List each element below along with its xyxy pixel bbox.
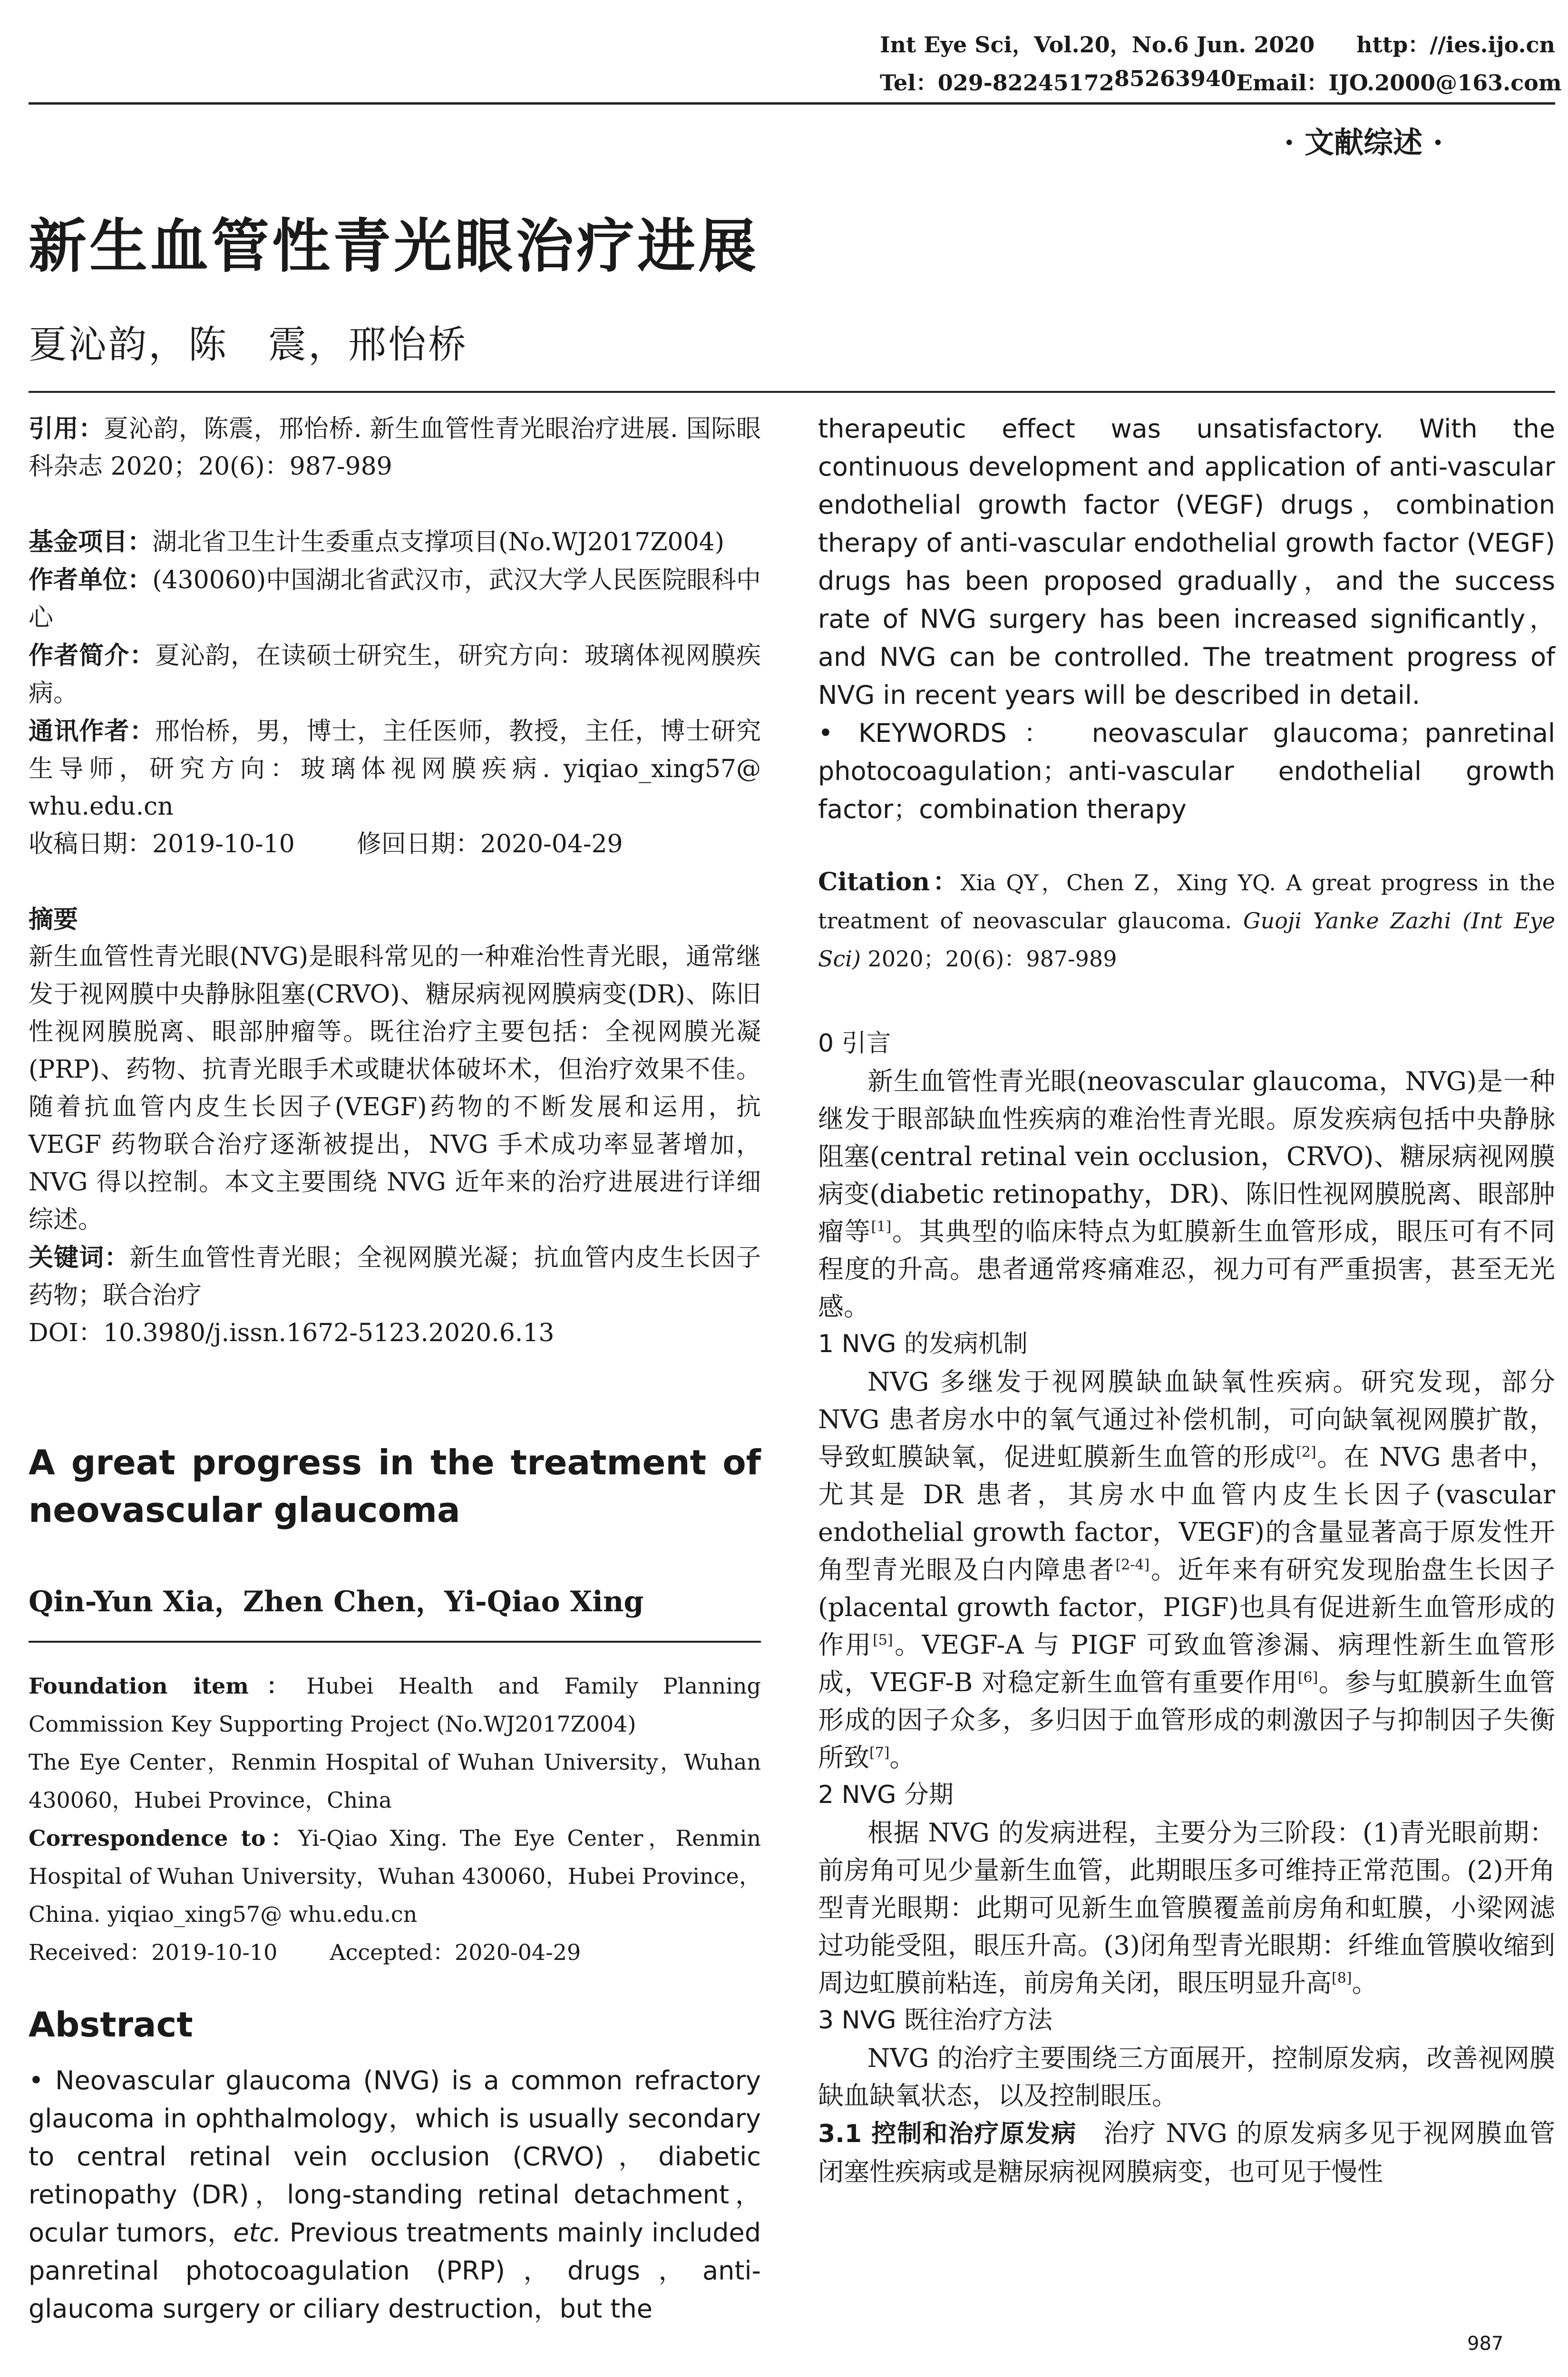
abstract-cn: 新生血管性青光眼(NVG)是眼科常见的一种难治性青光眼，通常继发于视网膜中央静脉阻塞(CRVO)、糖尿病视网膜病变(DR)、陈旧性视网膜脱离、眼部肿瘤等。既往治疗主要包括：全视网膜光凝(PRP)、药物、抗青光眼手术或睫状体破坏术，但治疗效果不佳。随着抗血管内皮生长因子(VEGF)药物的不断发展和运用，抗 VEGF 药物联合治疗逐渐被提出，NVG 手术成功率显著增加，NVG 得以控制。本文主要围绕 NVG 近年来的治疗进展进行详细综述。: [29, 943, 761, 1234]
journal-url[interactable]: http：//ies.ijo.cn: [1356, 32, 1555, 58]
abstract-en-part1: • Neovascular glaucoma (NVG) is a common refractory glaucoma in ophthalmology，which is usually secondary to central retinal vein occlusion (CRVO)，diabetic retinopathy (DR)，long-standing retinal detachment，ocular tumors，etc. Previous treatments mainly included panretinal photocoagulation (PRP)，drugs，anti-glaucoma surgery or ciliary destruction，but the: [29, 2065, 761, 2324]
english-authors-divider: [29, 1641, 761, 1643]
ref-2[interactable]: [2]: [1296, 1444, 1316, 1461]
fund-cn: 基金项目：湖北省卫生计生委重点支撑项目(No.WJ2017Z004): [29, 527, 725, 556]
authors-divider: [29, 391, 1555, 393]
left-cn-block: [29, 410, 761, 1352]
paper-authors: 夏沁韵，陈 震，邢怡桥: [29, 322, 468, 367]
page-number: 987: [1467, 2333, 1504, 2355]
citation-cn: 引用：夏沁韵，陈震，邢怡桥. 新生血管性青光眼治疗进展. 国际眼科杂志 2020；20(6)：987-989: [29, 414, 761, 481]
abstract-head-en: Abstract: [29, 2005, 193, 2045]
heading-3-1: 3.1 控制和治疗原发病: [818, 2120, 1077, 2148]
affiliation-en: The Eye Center，Renmin Hospital of Wuhan University，Wuhan 430060，Hubei Province，China: [29, 1749, 761, 1813]
ref-7[interactable]: [7]: [869, 1744, 890, 1761]
bio-cn: 作者简介：夏沁韵，在读硕士研究生，研究方向：玻璃体视网膜疾病。: [29, 641, 761, 708]
doi[interactable]: DOI：10.3980/j.issn.1672-5123.2020.6.13: [29, 1319, 555, 1347]
heading-1: 1 NVG 的发病机制: [818, 1330, 1028, 1358]
paragraph-3-1: 3.1 控制和治疗原发病 治疗 NVG 的原发病多见于视网膜血管闭塞性疾病或是糖尿病视网膜病变，也可见于慢性: [818, 2118, 1555, 2187]
corr-en: Correspondence to：Yi-Qiao Xing. The Eye Center，Renmin Hospital of Wuhan University，Wuhan 430060，Hubei Province，China. yiqiao_xing57@ whu.edu.cn: [29, 1825, 761, 1927]
keywords-cn: 关键词：新生血管性青光眼；全视网膜光凝；抗血管内皮生长因子药物；联合治疗: [29, 1243, 761, 1310]
english-meta: [29, 1667, 761, 1971]
paragraph-3: NVG 的治疗主要围绕三方面展开，控制原发病，改善视网膜缺血缺氧状态，以及控制眼压。: [818, 2043, 1555, 2111]
ref-2-4[interactable]: [2-4]: [1115, 1557, 1150, 1573]
ref-8[interactable]: [8]: [1332, 1970, 1352, 1987]
unit-cn: 作者单位：(430060)中国湖北省武汉市，武汉大学人民医院眼科中心: [29, 565, 761, 632]
paper-title: 新生血管性青光眼治疗进展: [29, 212, 759, 280]
ref-6[interactable]: [6]: [1297, 1669, 1318, 1686]
ref-1[interactable]: [1]: [871, 1218, 892, 1235]
dates-en: Received：2019-10-10 Accepted：2020-04-29: [29, 1939, 581, 1965]
abstract-en-part2: therapeutic effect was unsatisfactory. With the continuous development and application of anti-vascular endothelial growth factor (VEGF) drugs，combination therapy of anti-vascular endothelial growth factor (VEGF) drugs has been proposed gradually，and the success rate of NVG surgery has been increased significantly，and NVG can be controlled. The treatment progress of NVG in recent years will be described in detail. • KEYWORDS： neovascular glaucoma；panretinal photocoagulation；anti-vascular endothelial growth factor；combination therapy: [818, 410, 1555, 828]
heading-0: 0 引言: [818, 1029, 891, 1058]
ref-5[interactable]: [5]: [873, 1632, 893, 1648]
keywords-en: • KEYWORDS： neovascular glaucoma；panretinal photocoagulation；anti-vascular endothelial growth factor；combination therapy: [818, 718, 1555, 824]
english-authors: Qin-Yun Xia，Zhen Chen，Yi-Qiao Xing: [29, 1585, 644, 1618]
paragraph-0: 新生血管性青光眼(neovascular glaucoma，NVG)是一种继发于眼部缺血性疾病的难治性青光眼。原发疾病包括中央静脉阻塞(central retinal vein occlusion，CRVO)、糖尿病视网膜病变(diabetic retinopathy，DR)、陈旧性视网膜脱离、眼部肿瘤等[1]。其典型的临床特点为虹膜新生血管形成，眼压可有不同程度的升高。患者通常疼痛难忍，视力可有严重损害，甚至无光感。: [818, 1066, 1556, 1322]
journal-info: Int Eye Sci，Vol.20，No.6 Jun. 2020: [880, 32, 1315, 58]
section-label: · 文献综述 ·: [1284, 125, 1443, 160]
journal-email[interactable]: Email：IJO.2000@163.com: [1236, 70, 1562, 96]
body-text: [818, 1025, 1555, 2191]
journal-header-line2: [880, 66, 1562, 97]
corr-cn: 通讯作者：邢怡桥，男，博士，主任医师，教授，主任，博士研究生导师，研究方向：玻璃体视网膜疾病. yiqiao_xing57@ whu.edu.cn: [29, 717, 761, 821]
paragraph-1: NVG 多继发于视网膜缺血缺氧性疾病。研究发现，部分 NVG 患者房水中的氧气通过补偿机制，可向缺氧视网膜扩散，导致虹膜缺氧，促进虹膜新生血管的形成[2]。在 NVG 患者中，尤其是 DR 患者，其房水中血管内皮生长因子(vascular endothelial growth factor，VEGF)的含量显著高于原发性开角型青光眼及白内障患者[2-4]。近年来有研究发现胎盘生长因子(placental growth factor，PIGF)也具有促进新生血管形成的作用[5]。VEGF-A 与 PIGF 可致血管渗漏、病理性新生血管形成，VEGF-B 对稳定新生血管有重要作用[6]。参与虹膜新生血管形成的因子众多，多归因于血管形成的刺激因子与抑制因子失衡所致[7]。: [818, 1367, 1556, 1773]
heading-3: 3 NVG 既往治疗方法: [818, 2006, 1052, 2035]
foundation-en: Foundation item：Hubei Health and Family Planning Commission Key Supporting Project (No.WJ2017Z004): [29, 1673, 761, 1737]
journal-tel: Tel：029-82245172: [880, 70, 1114, 96]
paragraph-2: 根据 NVG 的发病进程，主要分为三阶段：(1)青光眼前期：前房角可见少量新生血管，此期眼压多可维持正常范围。(2)开角型青光眼期：此期可见新生血管膜覆盖前房角和虹膜，小梁网滤过功能受阻，眼压升高。(3)闭角型青光眼期：纤维血管膜收缩到周边虹膜前粘连，前房角关闭，眼压明显升高[8]。: [818, 1818, 1555, 1998]
abstract-head-cn: 摘要: [29, 905, 78, 934]
english-title: A great progress in the treatment of neovascular glaucoma: [29, 1442, 761, 1530]
journal-tel2: 85263940: [1114, 66, 1236, 91]
header-divider: [29, 102, 1555, 105]
heading-2: 2 NVG 分期: [818, 1781, 954, 1809]
citation-en: Citation：Xia QY，Chen Z，Xing YQ. A great progress in the treatment of neovascular glaucoma. Guoji Yanke Zazhi (Int Eye Sci) 2020；20(6)：987-989: [818, 867, 1555, 972]
journal-header-line1: [880, 28, 1555, 59]
dates-cn: 收稿日期：2019-10-10 修回日期：2020-04-29: [29, 830, 623, 858]
